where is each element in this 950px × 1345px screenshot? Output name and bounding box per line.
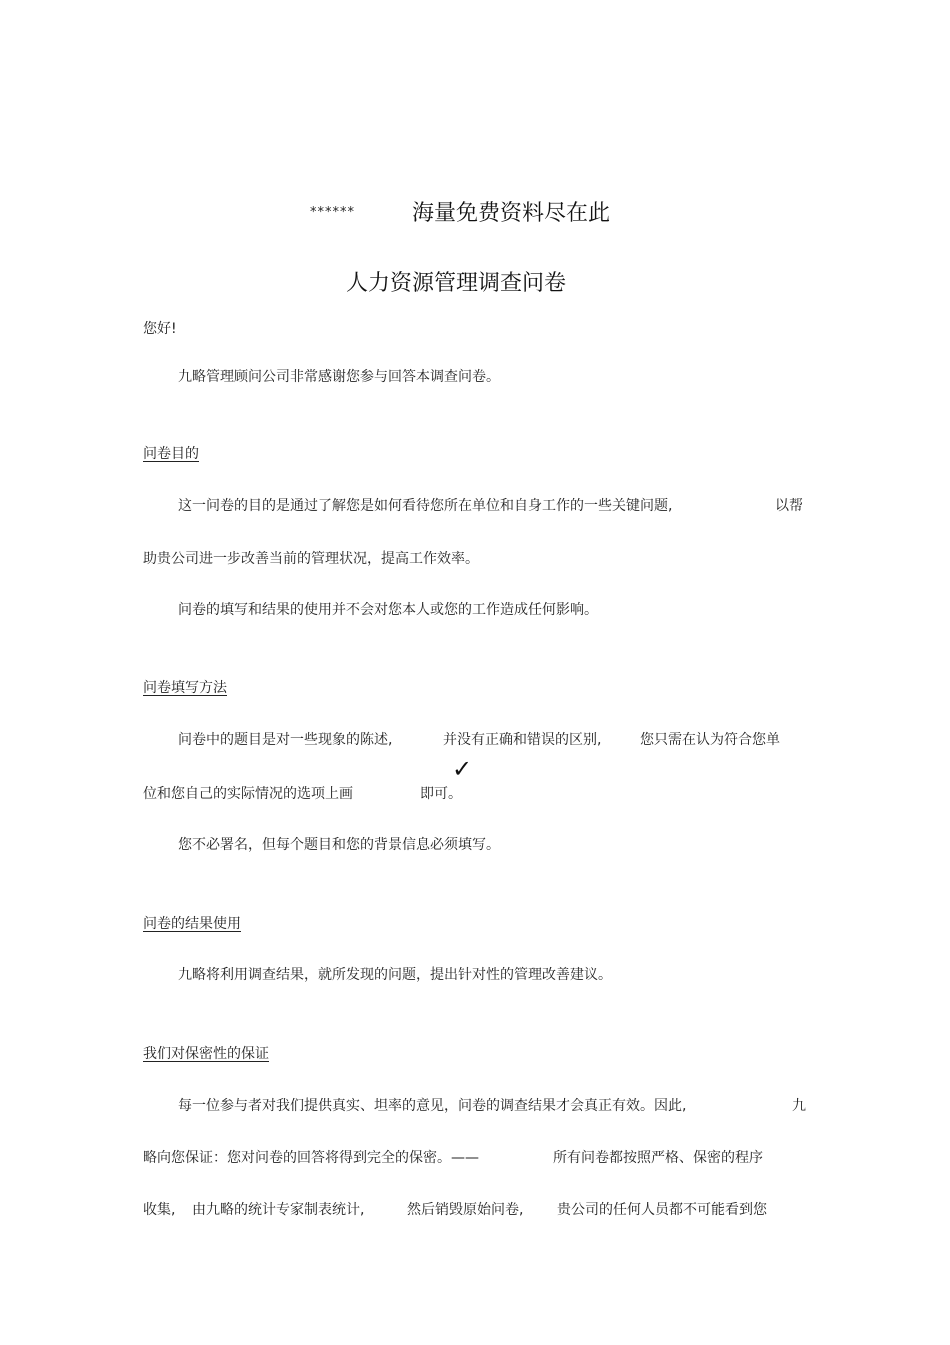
purpose-p2: 问卷的填写和结果的使用并不会对您本人或您的工作造成任何影响。 (178, 602, 598, 618)
section-heading-purpose: 问卷目的 (143, 446, 199, 462)
confidentiality-p1-line2b: 所有问卷都按照严格、保密的程序 (553, 1150, 763, 1166)
purpose-p1-line1b: 以帮 (775, 498, 803, 514)
intro-paragraph: 九略管理顾问公司非常感谢您参与回答本调查问卷。 (178, 369, 500, 385)
purpose-p1-line2: 助贵公司进一步改善当前的管理状况，提高工作效率。 (143, 551, 479, 567)
confidentiality-p1-line2a: 略向您保证：您对问卷的回答将得到完全的保密。—— (143, 1150, 479, 1166)
greeting: 您好! (143, 321, 177, 337)
method-p1-line2a: 位和您自己的实际情况的选项上画 (143, 786, 353, 802)
header-stars: ****** (310, 205, 355, 220)
confidentiality-p1-line3b: 由九略的统计专家制表统计, (192, 1202, 365, 1218)
method-p1-line1a: 问卷中的题目是对一些现象的陈述, (178, 732, 393, 748)
section-heading-results: 问卷的结果使用 (143, 916, 241, 932)
page-title: 人力资源管理调查问卷 (346, 271, 567, 296)
confidentiality-p1-line1b: 九 (792, 1098, 806, 1114)
confidentiality-p1-line3d: 贵公司的任何人员都不可能看到您 (557, 1202, 767, 1218)
confidentiality-p1-line1a: 每一位参与者对我们提供真实、坦率的意见，问卷的调查结果才会真正有效。因此, (178, 1098, 687, 1114)
confidentiality-p1-line3a: 收集, (143, 1202, 176, 1218)
results-p1: 九略将利用调查结果，就所发现的问题，提出针对性的管理改善建议。 (178, 967, 612, 983)
method-p1-line1b: 并没有正确和错误的区别, (443, 732, 602, 748)
method-p1-line2b: 即可。 (420, 786, 462, 802)
section-heading-confidentiality: 我们对保密性的保证 (143, 1046, 269, 1062)
header-banner: 海量免费资料尽在此 (412, 201, 611, 226)
purpose-p1-line1a: 这一问卷的目的是通过了解您是如何看待您所在单位和自身工作的一些关键问题, (178, 498, 673, 514)
section-heading-method: 问卷填写方法 (143, 680, 227, 696)
confidentiality-p1-line3c: 然后销毁原始问卷, (407, 1202, 524, 1218)
method-p2: 您不必署名，但每个题目和您的背景信息必须填写。 (178, 837, 500, 853)
checkmark-icon: ✓ (452, 755, 473, 783)
method-p1-line1c: 您只需在认为符合您单 (640, 732, 780, 748)
